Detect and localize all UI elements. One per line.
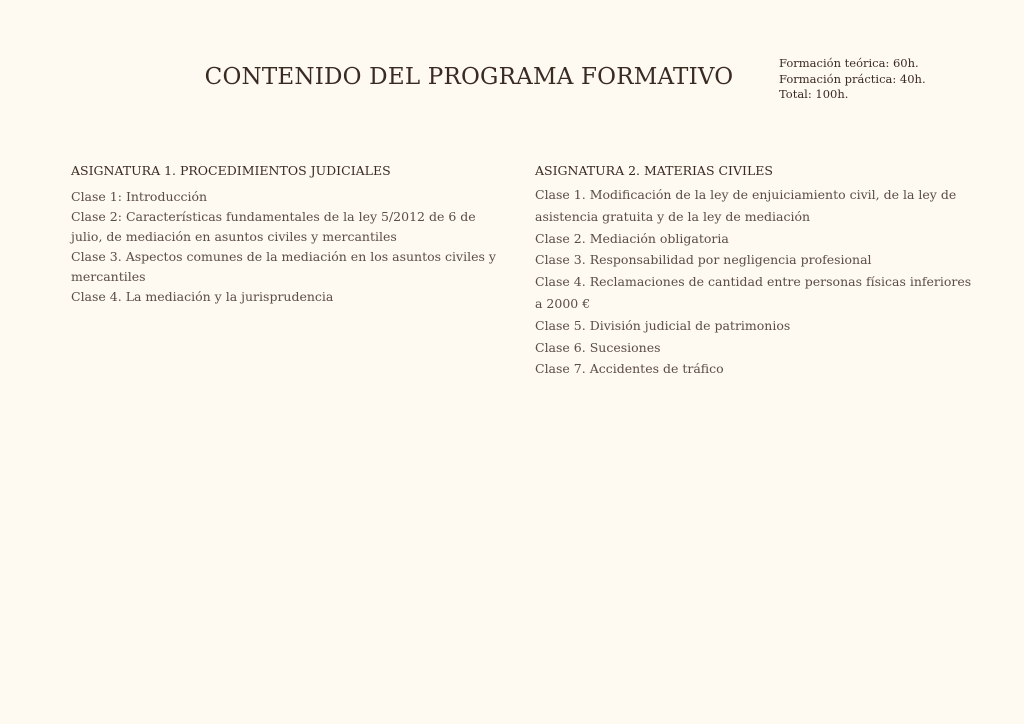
list-item: Clase 1. Modificación de la ley de enjuiciamiento civil, de la ley de asistencia gratuita y de la ley de mediación bbox=[535, 187, 957, 224]
list-item: Clase 4. La mediación y la jurisprudencia bbox=[71, 289, 334, 304]
list-item: Clase 6. Sucesiones bbox=[535, 339, 661, 355]
subject-2-class-list bbox=[535, 184, 975, 380]
practice-hours: Formación práctica: 40h. bbox=[779, 71, 926, 86]
subject-2-heading: ASIGNATURA 2. MATERIAS CIVILES bbox=[535, 163, 773, 178]
list-item: Clase 1: Introducción bbox=[71, 189, 208, 204]
list-item: Clase 3. Aspectos comunes de la mediación en los asuntos civiles y mercantiles bbox=[71, 249, 496, 284]
subject-2-section bbox=[535, 162, 975, 380]
training-hours bbox=[779, 56, 926, 103]
page-title: CONTENIDO DEL PROGRAMA FORMATIVO bbox=[204, 64, 734, 90]
list-item: Clase 4. Reclamaciones de cantidad entre personas físicas inferiores a 2000 € bbox=[535, 274, 972, 311]
total-hours: Total: 100h. bbox=[779, 87, 849, 101]
list-item: Clase 7. Accidentes de tráfico bbox=[535, 361, 724, 377]
list-item: Clase 2: Características fundamentales de la ley 5/2012 de 6 de julio, de mediación en asuntos civiles y mercantiles bbox=[71, 209, 476, 244]
list-item: Clase 2. Mediación obligatoria bbox=[535, 230, 729, 246]
subject-1-heading: ASIGNATURA 1. PROCEDIMIENTOS JUDICIALES bbox=[71, 163, 391, 178]
theory-hours: Formación teórica: 60h. bbox=[779, 56, 919, 70]
subject-1-class-list bbox=[71, 187, 511, 307]
subject-1-section bbox=[71, 162, 511, 307]
list-item: Clase 5. División judicial de patrimonios bbox=[535, 317, 791, 333]
list-item: Clase 3. Responsabilidad por negligencia profesional bbox=[535, 252, 872, 268]
